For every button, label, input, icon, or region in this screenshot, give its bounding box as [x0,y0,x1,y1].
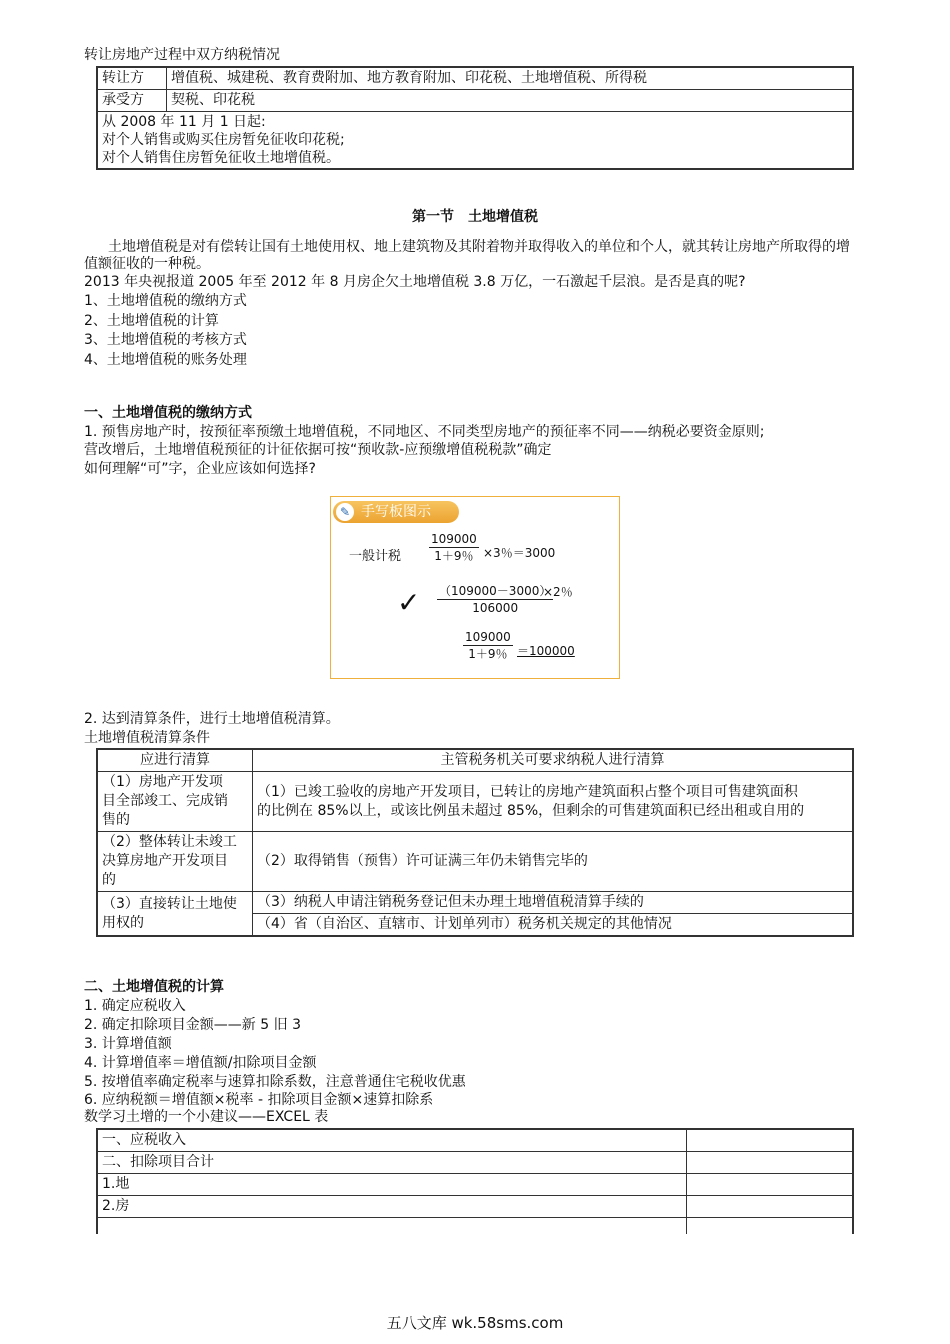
excel-tip: 数学习土增的一个小建议——EXCEL 表 [84,1109,329,1125]
section-title: 第一节 土地增值税 [412,209,538,225]
part1-p3: 如何理解“可”字，企业应该如何选择? [84,461,316,477]
clearing-left-cell [97,832,253,892]
fraction-3-tail: ＝100000 [517,644,575,658]
fraction-3 [463,629,513,662]
excel-row-label [97,1218,687,1235]
fraction-2-denominator: 106000 [472,601,519,615]
tax-table [96,66,854,170]
clearing-left-cell [97,892,253,937]
clearing-left-line: 用权的 [102,914,144,931]
excel-row-value [687,1129,854,1152]
excel-row-value [687,1196,854,1218]
clearing-left-line: 售的 [102,812,130,828]
general-tax-label: 一般计税 [349,549,402,564]
fraction-2 [437,583,553,616]
clearing-left-cell [97,772,253,832]
tax-note-line: 对个人销售或购买住房暂免征收印花税; [102,132,345,148]
excel-row-label: 一、应税收入 [97,1129,687,1152]
clearing-left-line: （3）直接转让土地使 [102,895,237,912]
excel-row-value [687,1152,854,1174]
handwriting-board [330,496,620,679]
tax-party: 转让方 [97,67,167,90]
calc-step: 2. 确定扣除项目金额——新 5 旧 3 [84,1017,301,1033]
clearing-header: 主管税务机关可要求纳税人进行清算 [253,749,854,772]
handwriting-tag [333,501,459,523]
pen-icon: ✎ [336,503,354,521]
calc-step: 4. 计算增值率＝增值额/扣除项目金额 [84,1055,317,1071]
tax-list: 契税、印花税 [167,90,854,112]
part1-p5: 土地增值税清算条件 [84,730,210,746]
clearing-right-cell: （4）省（自治区、直辖市、计划单列市）税务机关规定的其他情况 [253,914,854,937]
outline-item: 2、土地增值税的计算 [84,313,219,329]
part1-heading: 一、土地增值税的缴纳方式 [84,405,252,421]
clearing-right-line: 的比例在 85%以上，或该比例虽未超过 85%，但剩余的可售建筑面积已经出租或自用的 [257,802,805,819]
check-icon: ✓ [397,586,421,619]
clearing-right-cell: （2）取得销售（预售）许可证满三年仍未销售完毕的 [253,832,854,892]
calc-step: 5. 按增值率确定税率与速算扣除系数，注意普通住宅税收优惠 [84,1074,466,1090]
clearing-left-line: 决算房地产开发项目 [102,853,228,869]
excel-row-label: 2.房 [97,1196,687,1218]
clearing-left-line: （1）房地产开发项 [102,774,223,790]
fraction-1-numerator: 109000 [431,532,477,546]
intro-title: 转让房地产过程中双方纳税情况 [84,47,280,63]
part1-p1: 1. 预售房地产时，按预征率预缴土地增值税，不同地区、不同类型房地产的预征率不同——纳税必要资金原则; [84,424,765,440]
tax-list: 增值税、城建税、教育费附加、地方教育附加、印花税、土地增值税、所得税 [167,67,854,90]
definition-line-2: 值额征收的一种税。 [84,256,210,272]
outline-item: 1、土地增值税的缴纳方式 [84,293,247,309]
excel-table [96,1128,854,1234]
calc-step: 1. 确定应税收入 [84,998,186,1014]
fraction-3-numerator: 109000 [465,630,511,644]
tax-note-line: 对个人销售住房暂免征收土地增值税。 [102,150,340,166]
fraction-3-denominator: 1＋9％ [468,647,508,661]
fraction-1-tail: ×3％＝3000 [483,546,556,560]
fraction-1-denominator: 1＋9％ [434,549,474,563]
tax-note-line: 从 2008 年 11 月 1 日起: [102,114,266,130]
outline-item: 4、土地增值税的账务处理 [84,352,247,368]
definition-line-1: 土地增值税是对有偿转让国有土地使用权、地上建筑物及其附着物并取得收入的单位和个人，就其转让房地产所取得的增 [108,239,850,255]
clearing-right-cell: （3）纳税人申请注销税务登记但未办理土地增值税清算手续的 [253,892,854,914]
clearing-table [96,748,854,937]
news-paragraph: 2013 年央视报道 2005 年至 2012 年 8 月房企欠土地增值税 3.8 万亿，一石激起千层浪。是否是真的呢? [84,274,746,290]
tax-party: 承受方 [97,90,167,112]
excel-row-label: 二、扣除项目合计 [97,1152,687,1174]
excel-row-label: 1.地 [97,1174,687,1196]
excel-row-value [687,1174,854,1196]
calc-step: 3. 计算增值额 [84,1036,172,1052]
outline-item: 3、土地增值税的考核方式 [84,332,247,348]
clearing-header: 应进行清算 [97,749,253,772]
calc-step: 6. 应纳税额＝增值额×税率 - 扣除项目金额×速算扣除系 [84,1092,434,1108]
tax-note [97,112,853,170]
fraction-1 [429,531,479,564]
clearing-left-line: （2）整体转让未竣工 [102,834,237,850]
fraction-2-numerator: （109000－3000） [439,584,552,598]
clearing-left-line: 的 [102,872,116,888]
part1-p4: 2. 达到清算条件，进行土地增值税清算。 [84,711,340,727]
footer-watermark: 五八文库 wk.58sms.com [386,1314,564,1332]
clearing-right-cell [253,772,854,832]
part1-p2: 营改增后，土地增值税预征的计征依据可按“预收款-应预缴增值税税款”确定 [84,442,552,458]
fraction-2-tail: ×2％ [543,585,573,599]
part2-heading: 二、土地增值税的计算 [84,979,224,995]
clearing-left-line: 目全部竣工、完成销 [102,793,228,809]
excel-row-value [687,1218,854,1235]
handwriting-tag-label: 手写板图示 [361,504,431,520]
clearing-right-line: （1）已竣工验收的房地产开发项目，已转让的房地产建筑面积占整个项目可售建筑面积 [257,783,798,800]
